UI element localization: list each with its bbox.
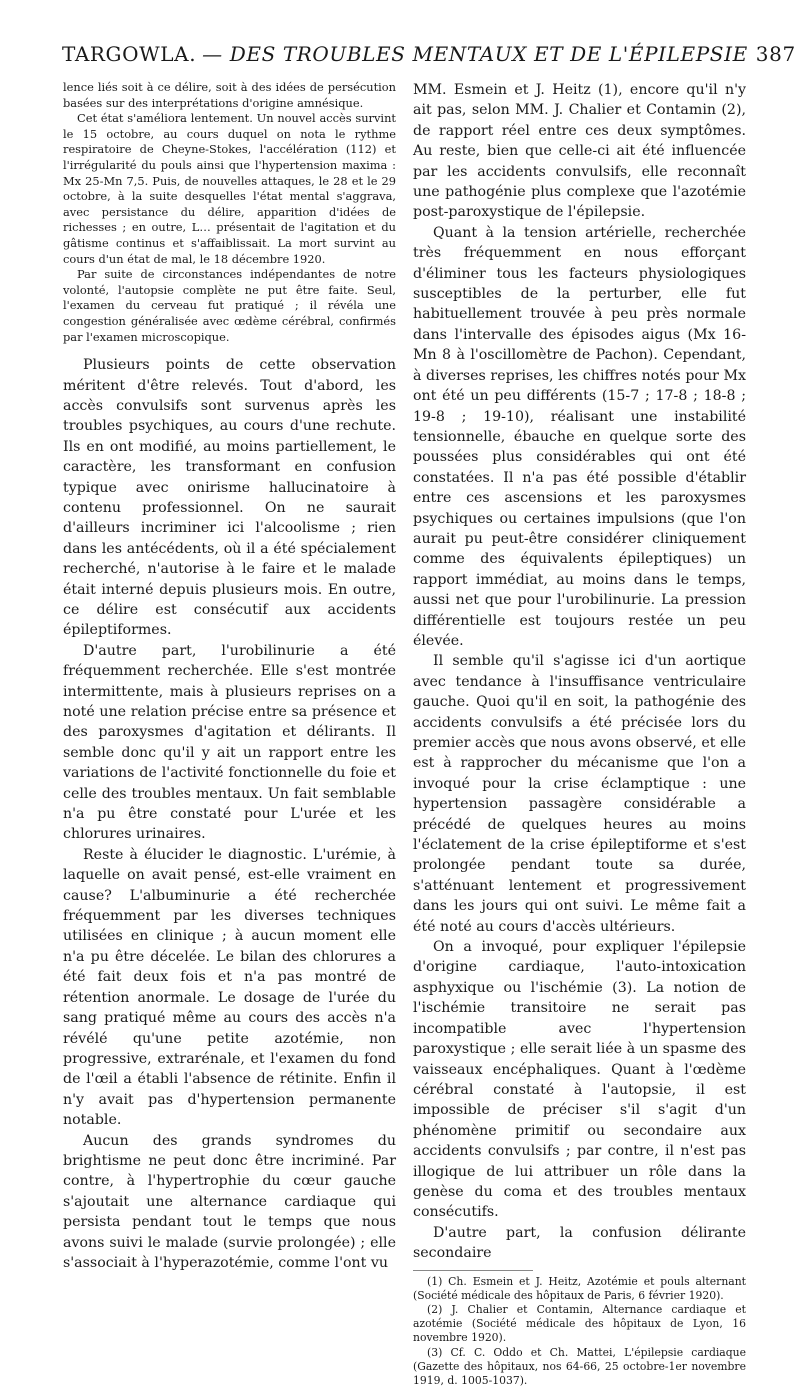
body-paragraph: D'autre part, la confusion délirante secondaire (413, 1224, 746, 1262)
observation-paragraph: Par suite de circonstances indépendantes de notre volonté, l'autopsie complète ne put être faite. Seul, l'examen du cerveau fut pratiqué ; il révéla une congestion généralisée avec œdème cérébral, confirmés par l'examen microscopique. (63, 267, 396, 344)
body-paragraph: Aucun des grands syndromes du brightisme ne peut donc être incriminé. Par contre, à l'hypertrophie du cœur gauche s'ajoutait une alternance cardiaque qui persista pendant tout le temps que nous avons suivi le malade (survie prolongée) ; elle s'associait à l'hyperazotémie, comme l'ont vu (63, 1132, 396, 1271)
body-paragraph: Quant à la tension artérielle, recherchée très fréquemment en nous efforçant d'éliminer tous les facteurs physiologiques susceptibles de la perturber, elle fut habituellement trouvée à peu près normale dans l'intervalle des épisodes aigus (Mx 16-Mn 8 à l'oscillomètre de Pachon). Cependant, à diverses reprises, les chiffres notés pour Mx ont été un peu différents (15-7 ; 17-8 ; 18-8 ; 19-8 ; 19-10), réalisant une instabilité tensionnelle, ébauche en quelque sorte des poussées plus considérables qui ont été constatées. Il n'a pas été possible d'établir entre ces ascensions et les paroxysmes psychiques ou certaines impulsions (que l'on aurait pu peut-être considérer cliniquement comme des équivalents épileptiques) un rapport immédiat, au moins dans le temps, aussi net que pour l'urobilinurie. La pression différentielle est toujours restée un peu élevée. (413, 224, 746, 649)
running-header (62, 42, 796, 72)
left-column (63, 80, 396, 1273)
body-paragraph: Plusieurs points de cette observation méritent d'être relevés. Tout d'abord, les accès convulsifs sont survenus après les troubles psychiques, au cours d'une rechute. Ils en ont modifié, au moins partiellement, le caractère, les transformant en confusion typique avec onirisme hallucinatoire à contenu professionnel. On ne saurait d'ailleurs incriminer ici l'alcoolisme ; rien dans les antécédents, où il a été spécialement recherché, n'autorise à le faire et le malade était interné depuis plusieurs mois. En outre, ce délire est consécutif aux accidents épileptiformes. (63, 357, 396, 639)
footnote: (1) Ch. Esmein et J. Heitz, Azotémie et pouls alternant (Société médicale des hôpitaux de Paris, 6 février 1920). (413, 1274, 746, 1302)
header-title: — DES TROUBLES MENTAUX ET DE L'ÉPILEPSIE (202, 42, 748, 66)
body-paragraph: Reste à élucider le diagnostic. L'urémie, à laquelle on avait pensé, est-elle vraiment en cause? L'albuminurie a été recherchée fréquemment par les diverses techniques utilisées en clinique ; à aucun moment elle n'a pu être décelée. Le bilan des chlorures a été fait deux fois et n'a pas montré de rétention anormale. Le dosage de l'urée du sang pratiqué même au cours des accès n'a révélé qu'une petite azotémie, non progressive, extrarénale, et l'examen du fond de l'œil a établi l'absence de rétinite. Enfin il n'y avait pas d'hypertension permanente notable. (63, 846, 396, 1129)
right-body-block (413, 80, 746, 1264)
footnotes (413, 1275, 746, 1388)
footnote: (3) Cf. C. Oddo et Ch. Mattei, L'épilepsie cardiaque (Gazette des hôpitaux, nos 64-66, 25 octobre-1er novembre 1919, d. 1005-1037). (413, 1345, 746, 1387)
observation-paragraph: lence liés soit à ce délire, soit à des idées de persécution basées sur des interprétations d'origine amnésique. (63, 80, 396, 110)
observation-block (63, 80, 396, 345)
body-paragraph: MM. Esmein et J. Heitz (1), encore qu'il n'y ait pas, selon MM. J. Chalier et Contamin (2), de rapport réel entre ces deux symptômes. Au reste, bien que celle-ci ait été influencée par les accidents convulsifs, elle reconnaît une pathogénie plus complexe que l'azotémie post-paroxystique de l'épilepsie. (413, 82, 746, 221)
page-number: 387 (755, 42, 796, 66)
body-paragraph: Il semble qu'il s'agisse ici d'un aortique avec tendance à l'insuffisance ventriculaire gauche. Quoi qu'il en soit, la pathogénie des accidents convulsifs a été précisée lors du premier accès que nous avons observé, et elle est à rapprocher du mécanisme que l'on a invoqué pour la crise éclamptique : une hypertension passagère considérable a précédé de quelques heures au moins l'éclatement de la crise épileptiforme et s'est prolongée pendant toute sa durée, s'atténuant lentement et progressivement dans les jours qui ont suivi. Le même fait a été noté au cours d'accès ultérieurs. (413, 653, 746, 935)
body-paragraph: D'autre part, l'urobilinurie a été fréquemment recherchée. Elle s'est montrée intermittente, mais à plusieurs reprises on a noté une relation précise entre sa présence et des paroxysmes d'agitation et délirants. Il semble donc qu'il y ait un rapport entre les variations de l'activité fonctionnelle du foie et celle des troubles mentaux. Un fait semblable n'a pu être constaté pour L'urée et les chlorures urinaires. (63, 642, 396, 843)
right-column (413, 80, 746, 1388)
header-author: TARGOWLA. (62, 42, 197, 66)
body-paragraph: On a invoqué, pour expliquer l'épilepsie d'origine cardiaque, l'auto-intoxication asphyxique ou l'ischémie (3). La notion de l'ischémie transitoire ne serait pas incompatible avec l'hypertension paroxystique ; elle serait liée à un spasme des vaisseaux encéphaliques. Quant à l'œdème cérébral constaté à l'autopsie, il est impossible de préciser s'il s'agit d'un phénomène primitif ou secondaire aux accidents convulsifs ; par contre, il n'est pas illogique de lui attribuer un rôle dans la genèse du coma et des troubles mentaux consécutifs. (413, 939, 746, 1221)
observation-paragraph: Cet état s'améliora lentement. Un nouvel accès survint le 15 octobre, au cours duquel on nota le rythme respiratoire de Cheyne-Stokes, l'accélération (112) et l'irrégularité du pouls ainsi que l'hypertension maxima : Mx 25-Mn 7,5. Puis, de nouvelles attaques, le 28 et le 29 octobre, à la suite desquelles l'état mental s'aggrava, avec persistance du délire, apparition d'idées de richesses ; en outre, L… présentait de l'agitation et du gâtisme continus et s'affaiblissait. La mort survint au cours d'un état de mal, le 18 décembre 1920. (63, 111, 396, 266)
footnote: (2) J. Chalier et Contamin, Alternance cardiaque et azotémie (Société médicale des hôpitaux de Lyon, 16 novembre 1920). (413, 1302, 746, 1345)
discussion-block (63, 355, 396, 1273)
